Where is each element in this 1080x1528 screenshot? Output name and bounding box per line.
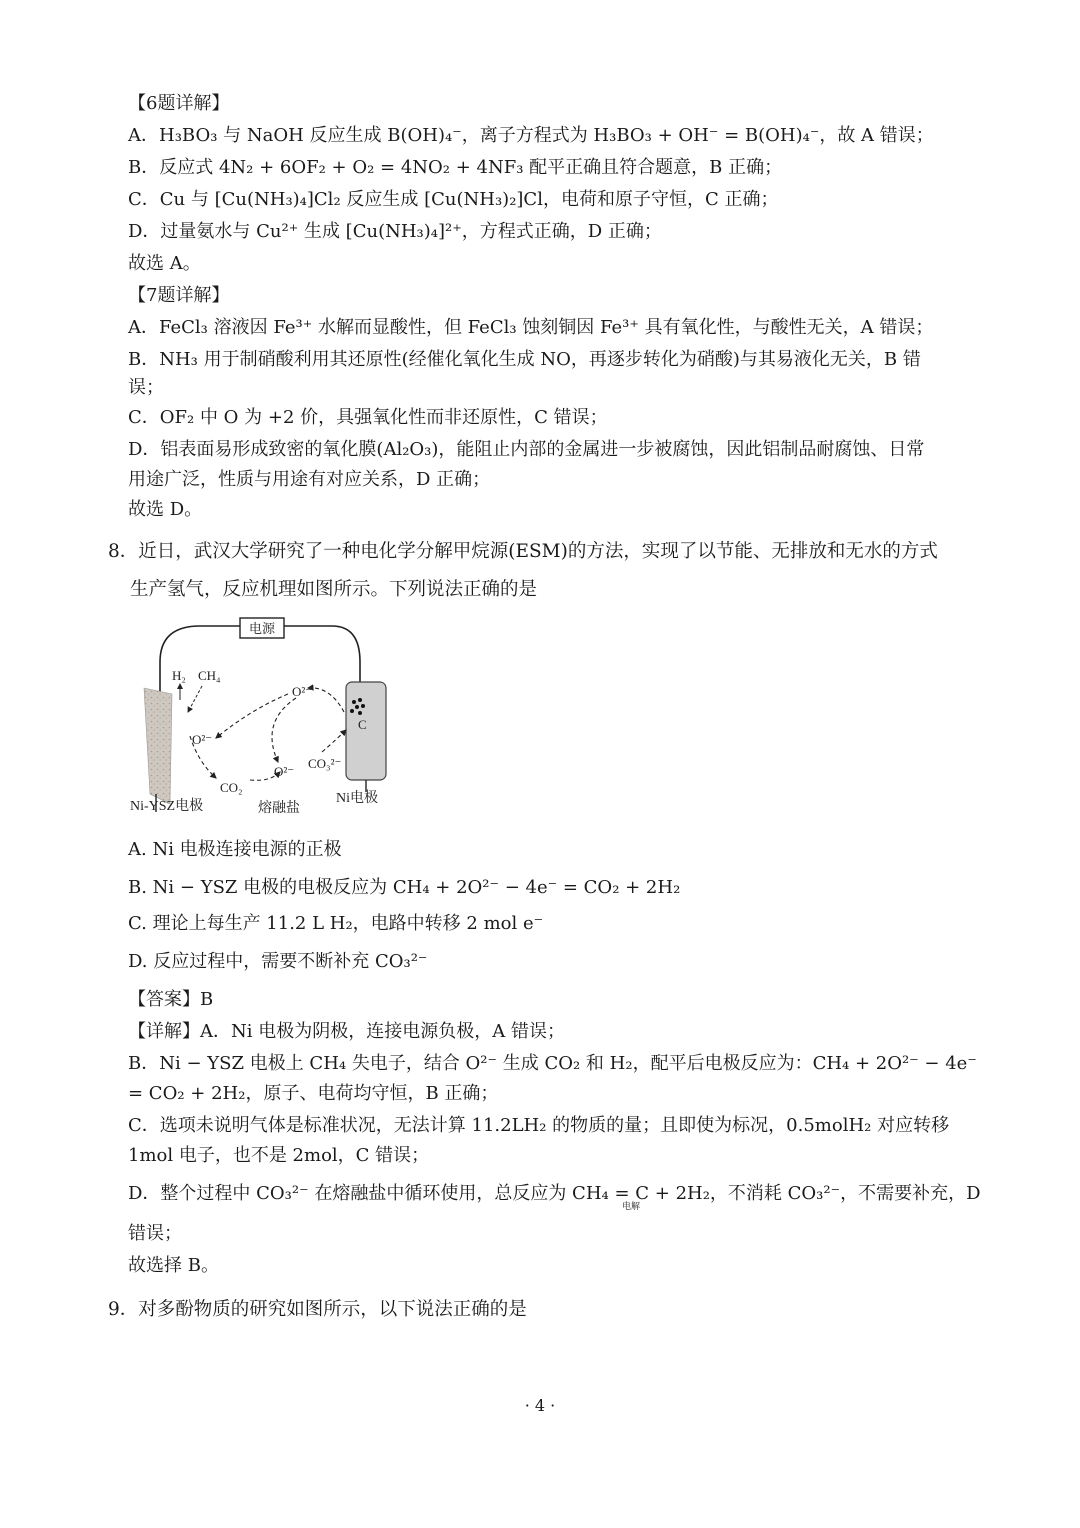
q8-option-d: D. 反应过程中，需要不断补充 CO₃²⁻ bbox=[128, 951, 428, 972]
h2-label: H₂ bbox=[172, 668, 186, 683]
o2-ion-bottom: O²⁻ bbox=[274, 764, 295, 779]
q8-detail-c-line2: 1mol 电子，也不是 2mol，C 错误； bbox=[128, 1145, 430, 1166]
ch4-label: CH₄ bbox=[198, 668, 221, 683]
q7-option-b-line2: 误； bbox=[128, 377, 164, 398]
power-label: 电源 bbox=[248, 621, 276, 636]
q7-option-c: C．OF₂ 中 O 为 +2 价，具强氧化性而非还原性，C 错误； bbox=[128, 407, 608, 428]
q6-conclusion: 故选 A。 bbox=[128, 253, 201, 274]
q6-option-b: B．反应式 4N₂ + 6OF₂ + O₂ = 4NO₂ + 4NF₃ 配平正确且符合题意，B 正确； bbox=[128, 157, 783, 178]
q8-answer: 【答案】B bbox=[128, 989, 214, 1010]
right-electrode-label: Ni电极 bbox=[336, 791, 378, 806]
q7-option-d-line1: D．铝表面易形成致密的氧化膜(Al₂O₃)，能阻止内部的金属进一步被腐蚀，因此铝制品耐腐蚀、日常 bbox=[128, 439, 925, 460]
q8-stem-line2: 生产氢气，反应机理如图所示。下列说法正确的是 bbox=[130, 579, 538, 600]
q8-detail-d-line1: D．整个过程中 CO₃²⁻ 在熔融盐中循环使用，总反应为 CH₄ = C + 2H₂，不消耗 CO₃²⁻，不需要补充，D bbox=[128, 1183, 981, 1204]
q8-option-c: C. 理论上每生产 11.2 L H₂，电路中转移 2 mol e⁻ bbox=[128, 913, 544, 934]
q7-conclusion: 故选 D。 bbox=[128, 499, 203, 520]
co3-label: CO₃²⁻ bbox=[308, 756, 342, 771]
q8-detail-b-line1: B．Ni − YSZ 电极上 CH₄ 失电子，结合 O²⁻ 生成 CO₂ 和 H₂，配平后电极反应为：CH₄ + 2O²⁻ − 4e⁻ bbox=[128, 1053, 977, 1074]
electrolysis-diagram bbox=[120, 612, 410, 822]
q8-option-b: B. Ni − YSZ 电极的电极反应为 CH₄ + 2O²⁻ − 4e⁻ = CO₂ + 2H₂ bbox=[128, 877, 681, 898]
q6-option-a: A．H₃BO₃ 与 NaOH 反应生成 B(OH)₄⁻，离子方程式为 H₃BO₃ + OH⁻ = B(OH)₄⁻，故 A 错误； bbox=[128, 125, 934, 146]
q7-option-a: A．FeCl₃ 溶液因 Fe³⁺ 水解而显酸性，但 FeCl₃ 蚀刻铜因 Fe³⁺ 具有氧化性，与酸性无关，A 错误； bbox=[128, 317, 934, 338]
q9-stem: 9．对多酚物质的研究如图所示，以下说法正确的是 bbox=[108, 1299, 527, 1320]
q7-header: 【7题详解】 bbox=[128, 285, 230, 306]
q6-header: 【6题详解】 bbox=[128, 93, 230, 114]
q7-option-d-line2: 用途广泛，性质与用途有对应关系，D 正确； bbox=[128, 469, 491, 490]
q8-option-a: A. Ni 电极连接电源的正极 bbox=[128, 839, 342, 860]
carbon-label: C bbox=[358, 717, 367, 732]
q8-detail-a: 【详解】A．Ni 电极为阴极，连接电源负极，A 错误； bbox=[128, 1021, 565, 1042]
q8-detail-c-line1: C．选项未说明气体是标准状况，无法计算 11.2LH₂ 的物质的量；且即使为标况，0.5molH₂ 对应转移 bbox=[128, 1115, 950, 1136]
q8-detail-d-line2: 错误； bbox=[128, 1223, 182, 1244]
q8-conclusion: 故选择 B。 bbox=[128, 1255, 219, 1276]
left-electrode-label: Ni-YSZ电极 bbox=[130, 799, 204, 814]
q8-detail-b-line2: = CO₂ + 2H₂，原子、电荷均守恒，B 正确； bbox=[128, 1083, 499, 1104]
co2-label: CO₂ bbox=[220, 780, 243, 795]
q8-detail-d-electrolysis-subscript: 电解 bbox=[622, 1202, 641, 1212]
q6-option-c: C．Cu 与 [Cu(NH₃)₄]Cl₂ 反应生成 [Cu(NH₃)₂]Cl，电荷和原子守恒，C 正确； bbox=[128, 189, 779, 210]
q6-option-d: D．过量氨水与 Cu²⁺ 生成 [Cu(NH₃)₄]²⁺，方程式正确，D 正确； bbox=[128, 221, 662, 242]
ni-ysz-electrode bbox=[144, 688, 172, 804]
page-number: · 4 · bbox=[524, 1396, 556, 1415]
q8-stem-line1: 8．近日，武汉大学研究了一种电化学分解甲烷源(ESM)的方法，实现了以节能、无排放和无水的方式 bbox=[108, 541, 938, 562]
o2-ion-left: O²⁻ bbox=[192, 732, 213, 747]
q7-option-b-line1: B．NH₃ 用于制硝酸利用其还原性(经催化氧化生成 NO，再逐步转化为硝酸)与其易液化无关，B 错 bbox=[128, 349, 921, 370]
o2-ion-top: O²⁻ bbox=[292, 684, 313, 699]
molten-salt-label: 熔融盐 bbox=[258, 801, 300, 816]
